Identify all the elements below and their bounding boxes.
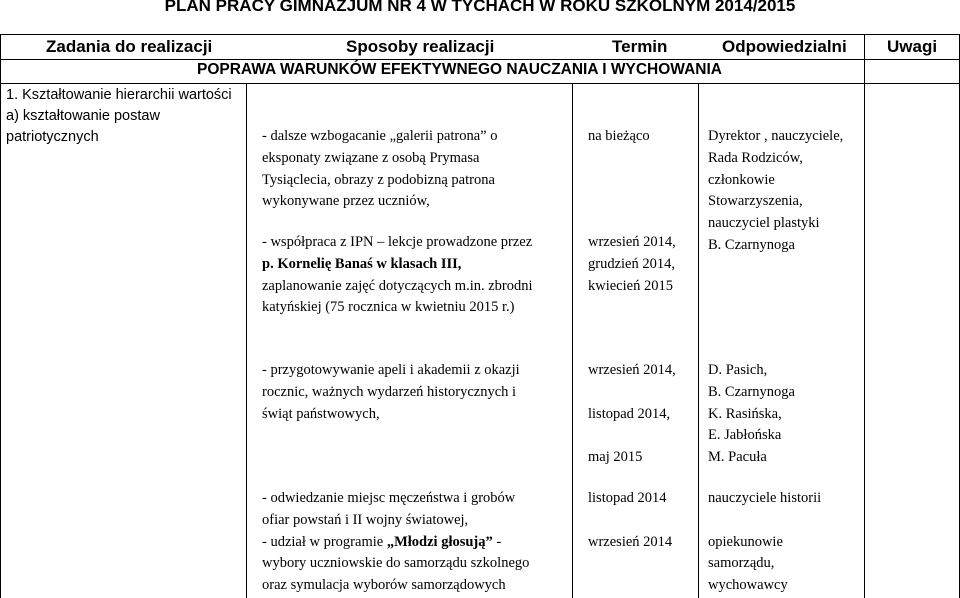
term-miejsca-pamieci: listopad 2014 wrzesień 2014 <box>588 490 673 550</box>
method-apele: - przygotowywanie apeli i akademii z okazji rocznic, ważnych wydarzeń historycznych i świąt państwowych, <box>262 362 520 422</box>
term-galeria-patrona: na bieżąco <box>588 128 650 144</box>
column-header-term: Termin <box>612 37 668 56</box>
responsible-miejsca-pamieci: nauczyciele historii opiekunowie samorządu, wychowawcy <box>708 490 822 594</box>
title-underline <box>0 34 960 35</box>
term-ipn: wrzesień 2014, grudzień 2014, kwiecień 2015 <box>588 234 676 294</box>
table-left-border <box>0 34 1 598</box>
emphasis: p. Kornelię Banaś w klasach III, <box>262 255 462 272</box>
column-header-tasks: Zadania do realizacji <box>46 37 213 56</box>
task-text <box>6 85 232 148</box>
column-divider-responsible <box>698 83 699 598</box>
column-divider-termin <box>572 83 573 598</box>
task-line: 1. Kształtowanie hierarchii wartości <box>6 87 232 103</box>
column-header-methods: Sposoby realizacji <box>346 37 495 56</box>
responsible-list: Dyrektor , nauczyciele, Rada Rodziców, członkowie Stowarzyszenia, nauczyciel plastyki B. Czarnynoga <box>708 128 844 253</box>
column-header-responsible: Odpowiedzialni <box>722 37 847 56</box>
column-header-notes: Uwagi <box>887 37 938 56</box>
header-bottom-line <box>0 59 960 60</box>
column-divider-uwagi <box>864 34 865 598</box>
section-title: POPRAWA WARUNKÓW EFEKTYWNEGO NAUCZANIA I WYCHOWANIA <box>197 61 722 78</box>
page-title: PLAN PRACY GIMNAZJUM NR 4 W TYCHACH W ROKU SZKOLNYM 2014/2015 <box>164 0 796 15</box>
section-bottom-line <box>0 83 960 84</box>
responsible-apele: D. Pasich, B. Czarnynoga K. Rasińska, E. Jabłońska M. Pacuła <box>708 362 795 466</box>
column-divider-task <box>246 83 247 598</box>
method-galeria-patrona: - dalsze wzbogacanie „galerii patrona” o eksponaty związane z osobą Prymasa Tysiąclecia, obrazy z podobizną patrona wykonywane przez uczniów, <box>262 128 498 210</box>
term-apele: wrzesień 2014, listopad 2014, maj 2015 <box>588 362 676 466</box>
task-line: patriotycznych <box>6 129 99 145</box>
emphasis: „Młodzi głosują” <box>386 533 493 550</box>
task-line: a) kształtowanie postaw <box>6 108 160 124</box>
method-ipn: - współpraca z IPN – lekcje prowadzone przez p. Kornelię Banaś w klasach III, zaplanowanie zajęć dotyczących m.in. zbrodni katyńskiej (75 rocznica w kwietniu 2015 r.) <box>262 234 533 316</box>
method-miejsca-pamieci: - odwiedzanie miejsc męczeństwa i grobów ofiar powstań i II wojny światowej, - udział w programie „Młodzi głosują” - wybory uczniowskie do samorządu szkolnego oraz symulacja wyborów samorządowych <box>262 490 530 594</box>
